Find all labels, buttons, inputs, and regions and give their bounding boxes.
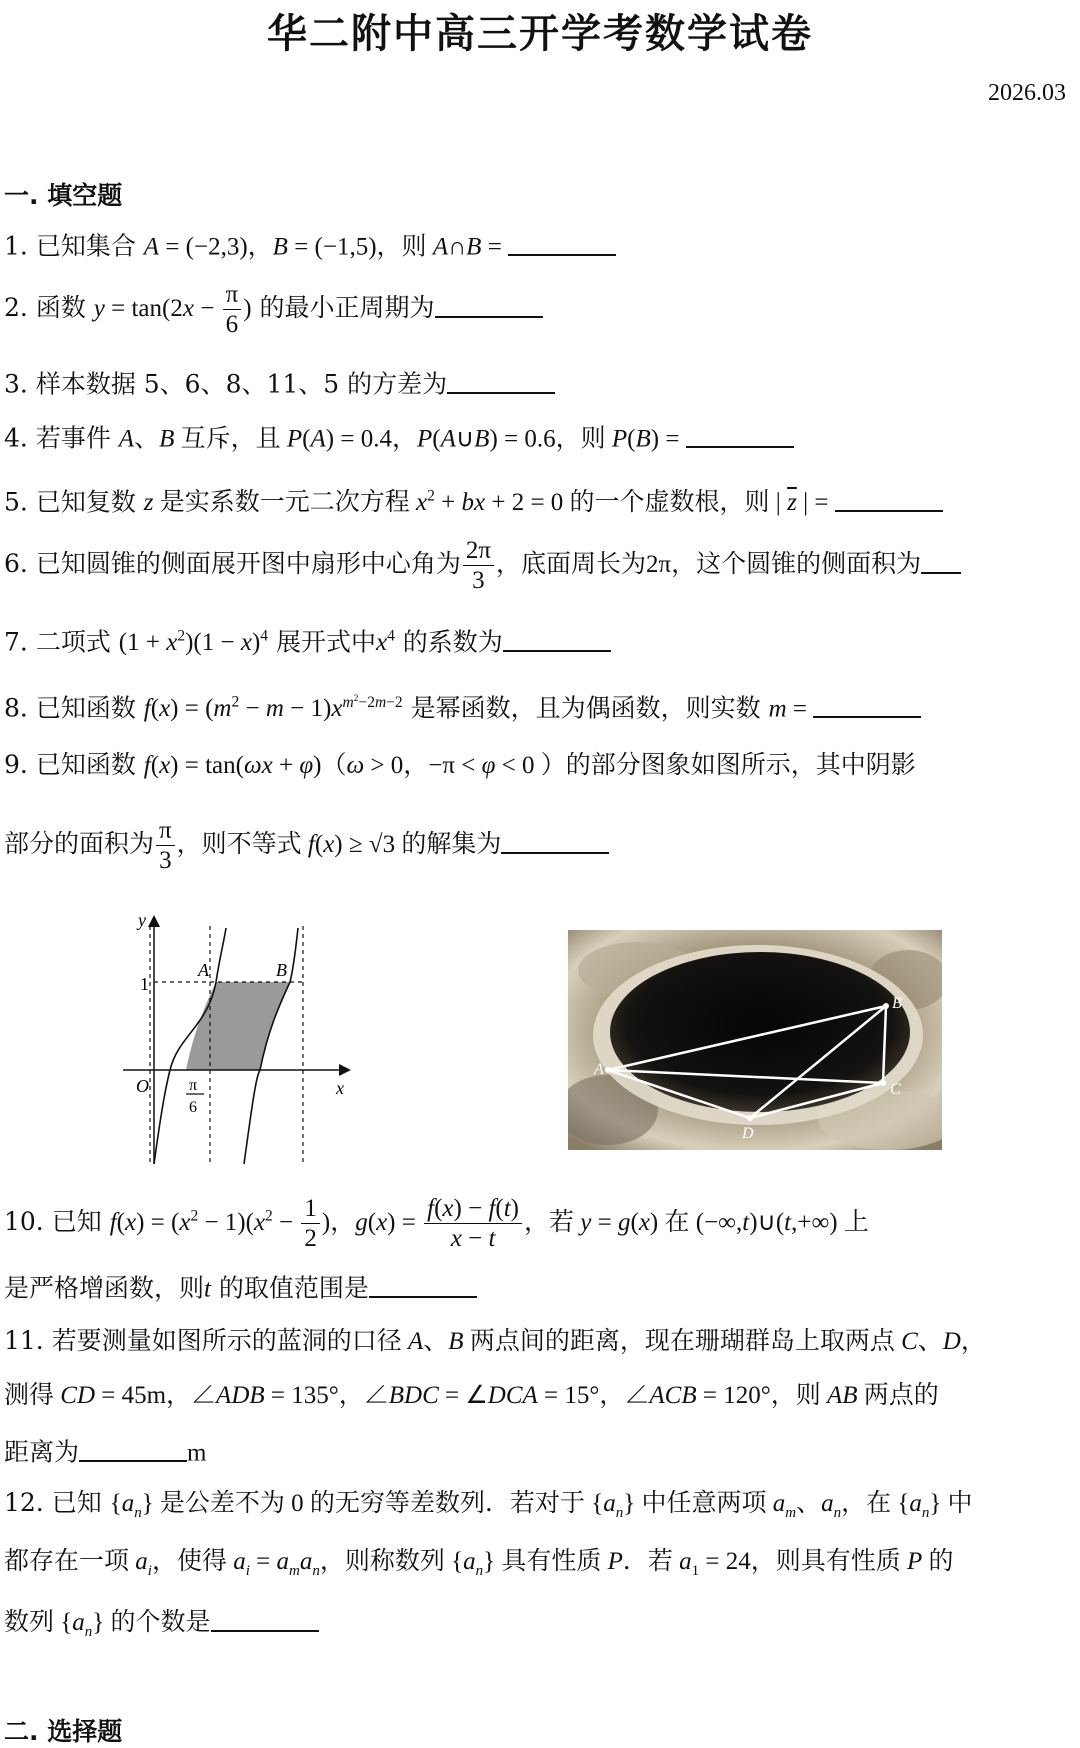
answer-blank[interactable] xyxy=(686,420,794,448)
question-7: 7. 二项式 $(1 + x^2)(1 - x)^4$ 展开式中$x^4$ 的系数为 xyxy=(4,624,611,658)
x-tick-six: 6 xyxy=(189,1099,197,1116)
exam-date: 2026.03 xyxy=(988,80,1066,106)
point-c-label: C xyxy=(890,1081,901,1098)
y-axis-label: y xyxy=(138,910,146,930)
question-11-line-2: 测得 CD = 45m，∠ADB = 135°，∠BDC = ∠DCA = 15°，∠ACB = 120°，则 AB 两点的 xyxy=(4,1382,939,1409)
answer-blank[interactable] xyxy=(508,228,616,256)
question-10-line-1: 10. 已知 $f(x) = (x^2 - 1)(x^2$ − $\frac{1}{2}$ )，g(x) = $\frac{f(x) - f(t)}{x - t}$ ，若 y = g(x) 在 (−∞,t)∪(t,+∞) 上 xyxy=(4,1195,869,1252)
question-8: 8. 已知函数 $f(x) = (m^2 - m - 1)x^{m^2-2m-2}$ 是幂函数，且为偶函数，则实数 m = xyxy=(4,690,921,724)
section-multiple-choice: 二. 选择题 xyxy=(4,1717,123,1746)
question-9-line-1: 9. 已知函数 f(x) = tan(ωx + φ)（ω > 0，−π < φ < 0 ）的部分图象如图所示，其中阴影 xyxy=(4,750,916,779)
point-b-label: B xyxy=(276,960,287,980)
question-6: 6. 已知圆锥的侧面展开图中扇形中心角为 $\frac{2\pi}{3}$ ，底面周长为2π，这个圆锥的侧面积为 xyxy=(4,538,961,593)
answer-blank[interactable] xyxy=(369,1270,477,1298)
question-10-line-2: 是严格增函数，则t 的取值范围是 xyxy=(4,1270,477,1304)
answer-blank[interactable] xyxy=(501,826,609,854)
point-d-label: D xyxy=(742,1125,754,1142)
answer-blank[interactable] xyxy=(813,690,921,718)
point-a-label: A xyxy=(198,960,209,980)
answer-blank[interactable] xyxy=(211,1604,319,1632)
x-tick-pi: π xyxy=(189,1077,198,1094)
answer-blank[interactable] xyxy=(921,546,961,574)
answer-blank[interactable] xyxy=(835,484,943,512)
tangent-graph-figure xyxy=(118,896,378,1166)
page-title: 华二附中高三开学考数学试卷 xyxy=(267,11,813,57)
answer-blank[interactable] xyxy=(447,366,555,394)
answer-blank[interactable] xyxy=(503,624,611,652)
question-12-line-3: 数列 $\{a_n\}$ 的个数是 xyxy=(4,1604,319,1641)
x-axis-label: x xyxy=(336,1078,344,1098)
question-3: 3. 样本数据 5、6、8、11、5 的方差为 xyxy=(4,366,555,399)
question-12-line-1: 12. 已知 $\{a_n\}$ 是公差不为 0 的无穷等差数列．若对于 $\{a_n\}$ 中任意两项 $a_m$、$a_n$，在 $\{a_n\}$ 中 xyxy=(4,1488,973,1521)
question-12-line-2: 都存在一项 $a_i$，使得 $a_i = a_ma_n$，则称数列 $\{a_n\}$ 具有性质 P．若 $a_1 = 24$，则具有性质 P 的 xyxy=(4,1548,954,1579)
section-fill-in: 一. 填空题 xyxy=(4,181,123,210)
answer-blank[interactable] xyxy=(435,290,543,318)
answer-blank[interactable] xyxy=(79,1434,187,1462)
question-9-line-2: 部分的面积为 $\frac{\pi}{3}$ ，则不等式 f(x) ≥ √3 的解集为 xyxy=(4,818,609,873)
point-a-label: A xyxy=(594,1061,604,1078)
y-tick-1: 1 xyxy=(140,974,149,994)
question-11-line-3: 距离为 m xyxy=(4,1434,206,1468)
question-2: 2. 函数 y = tan(2x − $\frac{\pi}{6}$ ) 的最小正周期为 xyxy=(4,282,543,337)
question-11-line-1: 11. 若要测量如图所示的蓝洞的口径 A、B 两点间的距离，现在珊瑚群岛上取两点 C、D， xyxy=(4,1326,986,1355)
origin-label: O xyxy=(136,1076,149,1096)
question-5: 5. 已知复数 z 是实系数一元二次方程 $x^2$ + bx + 2 = 0 的一个虚数根，则 | $\overline{z}$ | = xyxy=(4,484,943,518)
question-4: 4. 若事件 A、B 互斥，且 P(A) = 0.4，P(A∪B) = 0.6，则 P(B) = xyxy=(4,420,794,454)
blue-hole-photo-figure xyxy=(568,930,942,1150)
question-1: 1. 已知集合 A = (−2,3)，B = (−1,5)，则 A∩B = xyxy=(4,228,616,262)
point-b-label: B xyxy=(892,995,902,1012)
